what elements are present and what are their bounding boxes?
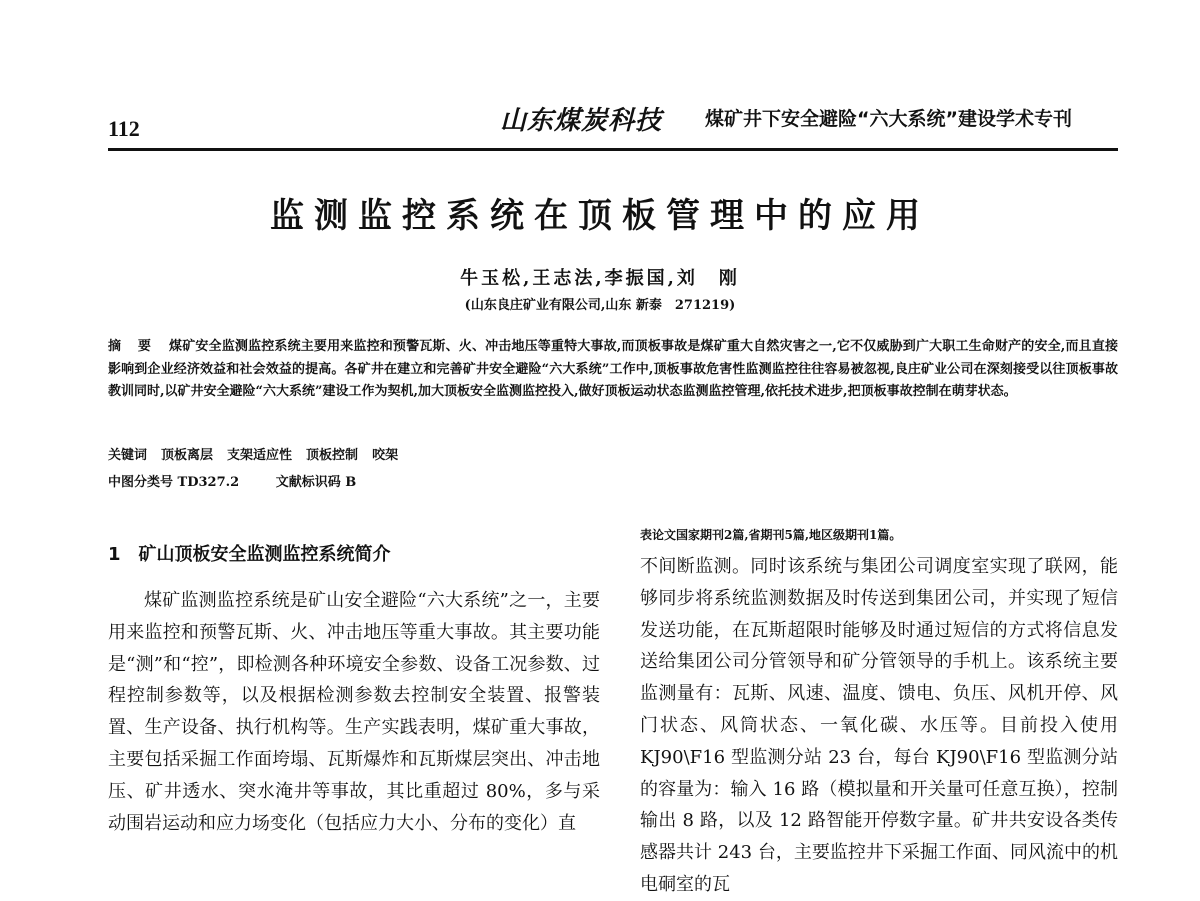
special-issue-title: 煤矿井下安全避险“六大系统”建设学术专刊: [705, 108, 1072, 130]
keyword: 咬架: [372, 448, 399, 463]
left-column: [108, 585, 600, 839]
clc-value: TD327.2: [177, 475, 240, 490]
classification-line: [108, 471, 356, 490]
author-affiliation: (山东良庄矿业有限公司,山东 新泰 271219): [464, 298, 736, 313]
section-number: 1: [108, 544, 121, 565]
body-paragraph: 不间断监测。同时该系统与集团公司调度室实现了联网，能够同步将系统监测数据及时传送到集团公司，并实现了短信发送功能，在瓦斯超限时能够及时通过短信的方式将信息发送给集团公司分管领导和矿分管领导的手机上。该系统主要监测量有：瓦斯、风速、温度、馈电、负压、风机开停、风门状态、风筒状态、一氧化碳、水压等。目前投入使用 KJ90\F16 型监测分站 23 台，每台 KJ90\F16 型监测分站的容量为：输入 16 路（模拟量和开关量可任意互换），控制输出 8 路，以及 12 路智能开停数字量。矿井共安设各类传感器共计 243 台，主要监控井下采掘工作面、同风流中的机电硐室的瓦: [640, 556, 1118, 895]
page-number: 112: [108, 116, 140, 141]
section-title: 矿山顶板安全监测监控系统简介: [138, 544, 391, 565]
article-authors: 牛玉松,王志法,李振国,刘 刚: [460, 268, 740, 289]
keywords-label: 关键词: [108, 448, 148, 463]
abstract-text: 煤矿安全监测监控系统主要用来监控和预警瓦斯、火、冲击地压等重特大事故,而顶板事故是煤矿重大自然灾害之一,它不仅威胁到广大职工生命财产的安全,而且直接影响到企业经济效益和社会效益的提高。各矿井在建立和完善矿井安全避险“六大系统”工作中,顶板事故危害性监测监控往往容易被忽视,良庄矿业公司在深刻接受以往顶板事故教训同时,以矿井安全避险“六大系统”建设工作为契机,加大顶板安全监测监控投入,做好顶板运动状态监测监控管理,依托技术进步,把顶板事故控制在萌芽状态。: [108, 339, 1118, 399]
author-footnote: 表论文国家期刊2篇,省期刊5篇,地区级期刊1篇。: [640, 528, 902, 542]
keywords: [108, 444, 398, 463]
right-column: [640, 551, 1118, 901]
journal-logo: 山东煤炭科技: [500, 106, 663, 136]
abstract-label: 摘 要: [108, 339, 158, 354]
keyword: 顶板离层: [161, 448, 214, 463]
abstract: [108, 336, 1118, 404]
keyword: 顶板控制: [306, 448, 359, 463]
header-divider: [108, 148, 1118, 151]
clc-label: 中图分类号: [108, 475, 174, 490]
doc-code-value: B: [345, 475, 357, 490]
section-heading: [108, 540, 391, 566]
doc-code-label: 文献标识码: [275, 475, 341, 490]
article-title: 监测监控系统在顶板管理中的应用: [270, 196, 930, 236]
body-paragraph: 煤矿监测监控系统是矿山安全避险“六大系统”之一，主要用来监控和预警瓦斯、火、冲击地压等重大事故。其主要功能是“测”和“控”，即检测各种环境安全参数、设备工况参数、过程控制参数等，以及根据检测参数去控制安全装置、报警装置、生产设备、执行机构等。生产实践表明，煤矿重大事故，主要包括采掘工作面垮塌、瓦斯爆炸和瓦斯煤层突出、冲击地压、矿井透水、突水淹井等事故，其比重超过 80%，多与采动围岩运动和应力场变化（包括应力大小、分布的变化）直: [108, 590, 600, 834]
keyword: 支架适应性: [227, 448, 293, 463]
